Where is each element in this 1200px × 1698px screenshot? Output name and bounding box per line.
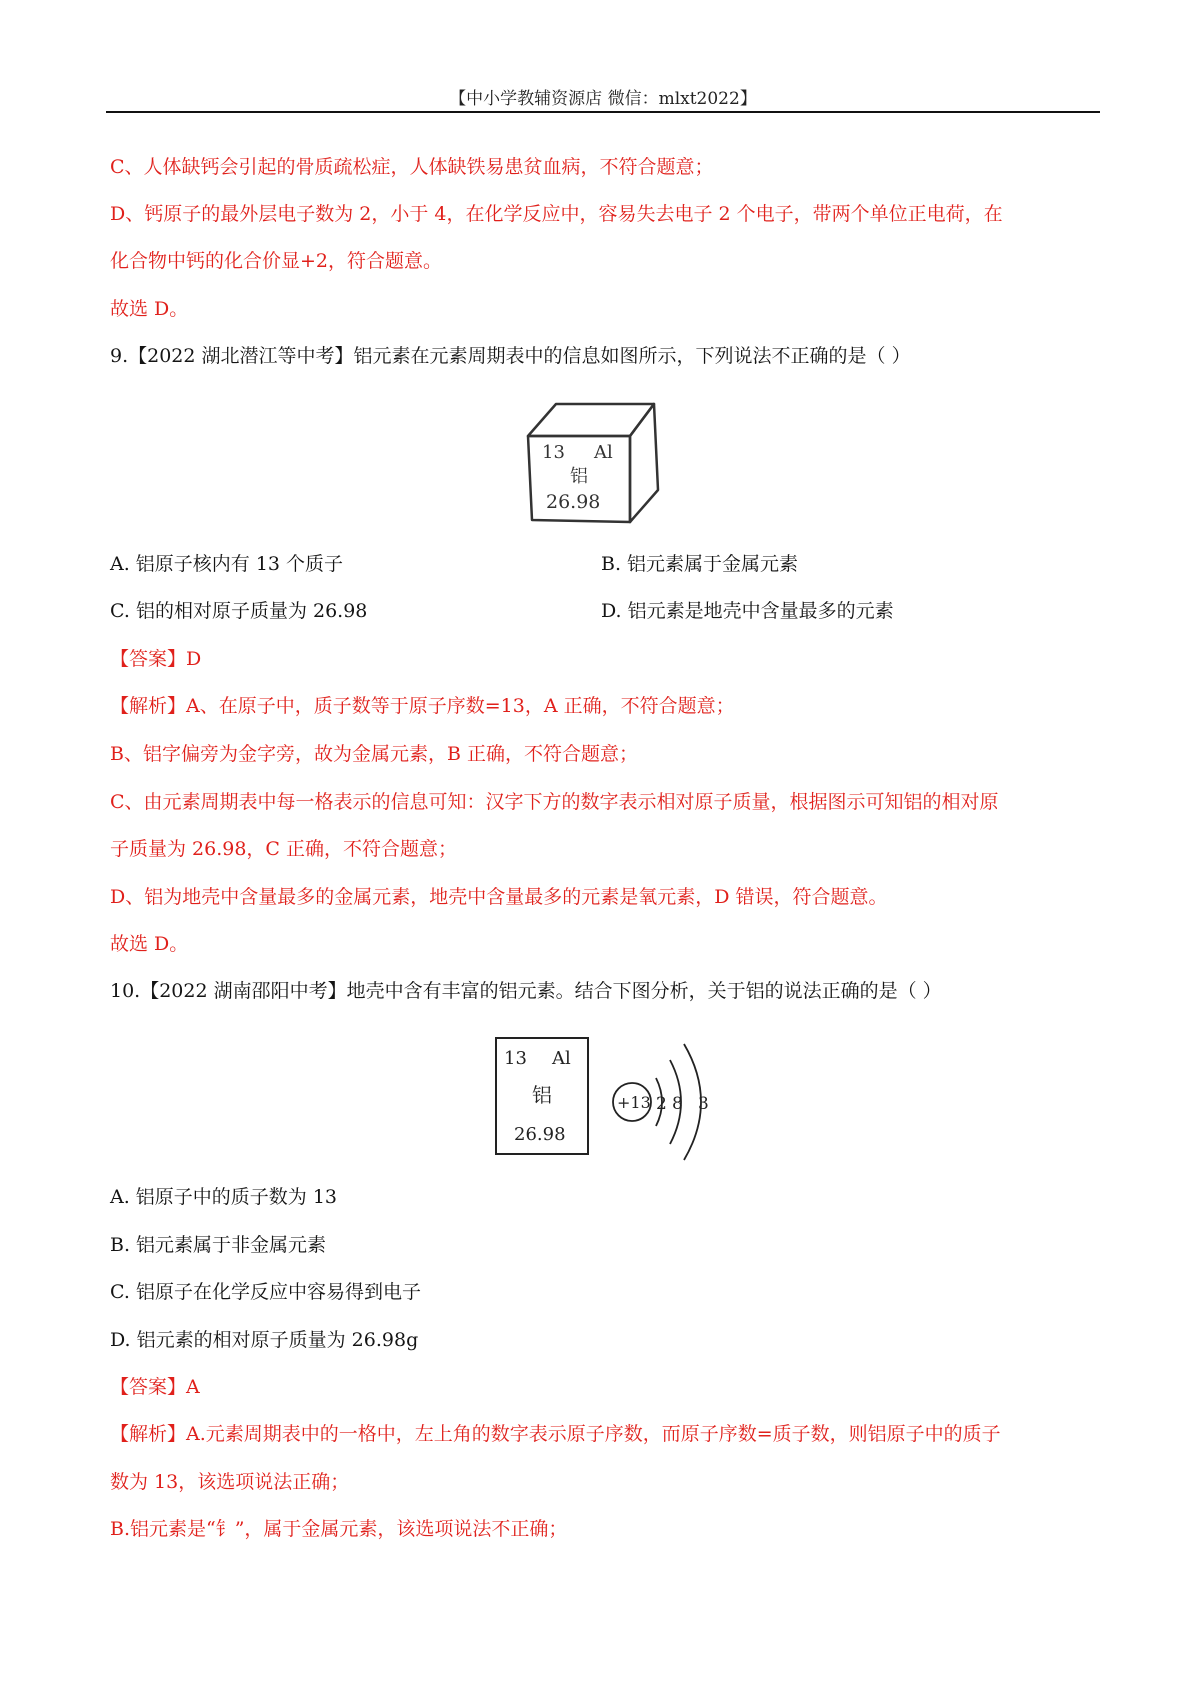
q9-conclusion: 故选 D。: [110, 933, 189, 955]
q9-analysis-5: D、铝为地壳中含量最多的金属元素，地壳中含量最多的元素是氧元素，D 错误，符合题意。: [110, 886, 888, 908]
q10-option-d: D. 铝元素的相对原子质量为 26.98g: [110, 1329, 419, 1351]
page-header: 【中小学教辅资源店 微信：mlxt2022】: [449, 89, 757, 109]
q10-atomic-number: 13: [504, 1048, 527, 1069]
q9-analysis-3: C、由元素周期表中每一格表示的信息可知：汉字下方的数字表示相对原子质量，根据图示可知铝的相对原: [110, 791, 999, 813]
q9-answer: 【答案】D: [110, 648, 202, 670]
q10-shell-3-electrons: 3: [698, 1094, 709, 1114]
q10-shell-1-electrons: 2: [656, 1094, 667, 1114]
prev-analysis-d-1: D、钙原子的最外层电子数为 2，小于 4，在化学反应中，容易失去电子 2 个电子，带两个单位正电荷，在: [110, 203, 1003, 225]
q9-option-b: B. 铝元素属于金属元素: [601, 553, 799, 575]
q10-analysis-2: 数为 13，该选项说法正确；: [110, 1471, 350, 1493]
q10-atomic-mass: 26.98: [514, 1124, 566, 1145]
q10-element-name: 铝: [532, 1083, 552, 1107]
q9-option-d: D. 铝元素是地壳中含量最多的元素: [601, 600, 894, 622]
q10-aluminum-figure: [494, 1022, 724, 1162]
q10-option-c: C. 铝原子在化学反应中容易得到电子: [110, 1281, 421, 1303]
q10-nucleus-charge: +13: [617, 1093, 651, 1112]
q10-analysis-1: 【解析】A.元素周期表中的一格中，左上角的数字表示原子序数，而原子序数=质子数，则铝原子中的质子: [110, 1423, 1001, 1445]
q9-analysis-1: 【解析】A、在原子中，质子数等于原子序数=13，A 正确，不符合题意；: [110, 695, 735, 717]
q9-aluminum-cube-figure: [518, 398, 668, 528]
q10-stem: 10.【2022 湖南邵阳中考】地壳中含有丰富的铝元素。结合下图分析，关于铝的说法正确的是（ ）: [110, 980, 942, 1002]
q10-option-b: B. 铝元素属于非金属元素: [110, 1234, 327, 1256]
q9-element-symbol: Al: [594, 442, 613, 463]
q9-analysis-4: 子质量为 26.98，C 正确，不符合题意；: [110, 838, 458, 860]
prev-analysis-d-2: 化合物中钙的化合价显+2，符合题意。: [110, 250, 443, 272]
q9-option-c: C. 铝的相对原子质量为 26.98: [110, 600, 368, 622]
prev-analysis-c: C、人体缺钙会引起的骨质疏松症，人体缺铁易患贫血病，不符合题意；: [110, 156, 714, 178]
q9-atomic-number: 13: [542, 442, 565, 463]
q10-shell-2-electrons: 8: [672, 1094, 683, 1114]
q10-answer: 【答案】A: [110, 1376, 200, 1398]
q9-stem: 9.【2022 湖北潜江等中考】铝元素在元素周期表中的信息如图所示，下列说法不正确的是（ ）: [110, 345, 911, 367]
q9-element-name: 铝: [570, 466, 588, 487]
header-divider: [106, 111, 1100, 113]
q9-atomic-mass: 26.98: [546, 491, 601, 513]
q9-option-a: A. 铝原子核内有 13 个质子: [110, 553, 344, 575]
prev-conclusion: 故选 D。: [110, 298, 189, 320]
q9-analysis-2: B、铝字偏旁为金字旁，故为金属元素，B 正确，不符合题意；: [110, 743, 638, 765]
q10-option-a: A. 铝原子中的质子数为 13: [110, 1186, 338, 1208]
q10-element-symbol: Al: [552, 1048, 571, 1069]
q10-analysis-3: B.铝元素是“钅”，属于金属元素，该选项说法不正确；: [110, 1518, 568, 1540]
